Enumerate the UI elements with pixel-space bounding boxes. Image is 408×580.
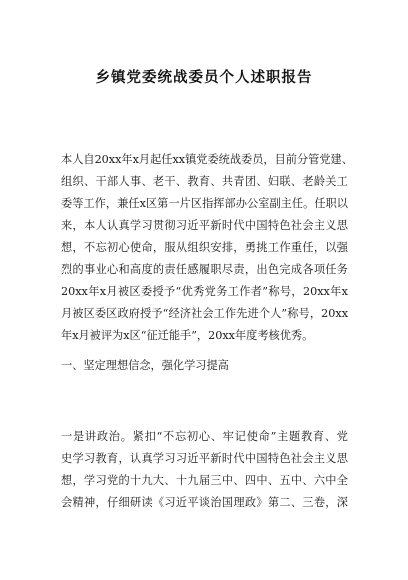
- section-heading: 一、坚定理想信念，强化学习提高: [61, 359, 229, 372]
- paragraph-line: 史学习教育，认真学习习近平新时代中国特色社会主义思: [61, 452, 348, 465]
- document-title: 乡镇党委统战委员个人述职报告: [95, 70, 313, 86]
- paragraph-line: 20xx年x月被区委授予“优秀党务工作者”称号，20xx年x: [61, 285, 348, 298]
- paragraph-line: 年x月被评为x区“征迁能手”，20xx年度考核优秀。: [61, 329, 314, 342]
- paragraph-line: 想，学习党的十九大、十九届三中、四中、五中、六中全: [61, 474, 348, 487]
- paragraph-line: 本人自20xx年x月起任xx镇党委统战委员，目前分管党建、: [61, 153, 353, 166]
- paragraph-line: 想，不忘初心使命，服从组织安排，勇挑工作重任，以强: [61, 241, 348, 254]
- paragraph-line: 烈的事业心和高度的责任感履职尽责，出色完成各项任务: [61, 263, 348, 276]
- paragraph-line: 委等工作，兼任x区第一片区指挥部办公室副主任。任职以: [61, 197, 348, 210]
- paragraph-line: 一是讲政治。紧扣“不忘初心、牢记使命”主题教育、党: [61, 430, 348, 443]
- paragraph-intro: [61, 149, 353, 347]
- paragraph-section-1: [61, 426, 348, 514]
- paragraph-line: 组织、干部人事、老干、教育、共青团、妇联、老龄关工: [61, 175, 348, 188]
- paragraph-line: 来，本人认真学习贯彻习近平新时代中国特色社会主义思: [61, 219, 348, 232]
- paragraph-line: 会精神，仔细研读《习近平谈治国理政》第二、三卷，深: [61, 496, 348, 509]
- paragraph-line: 月被区委区政府授予“经济社会工作先进个人”称号，20xx: [61, 307, 348, 320]
